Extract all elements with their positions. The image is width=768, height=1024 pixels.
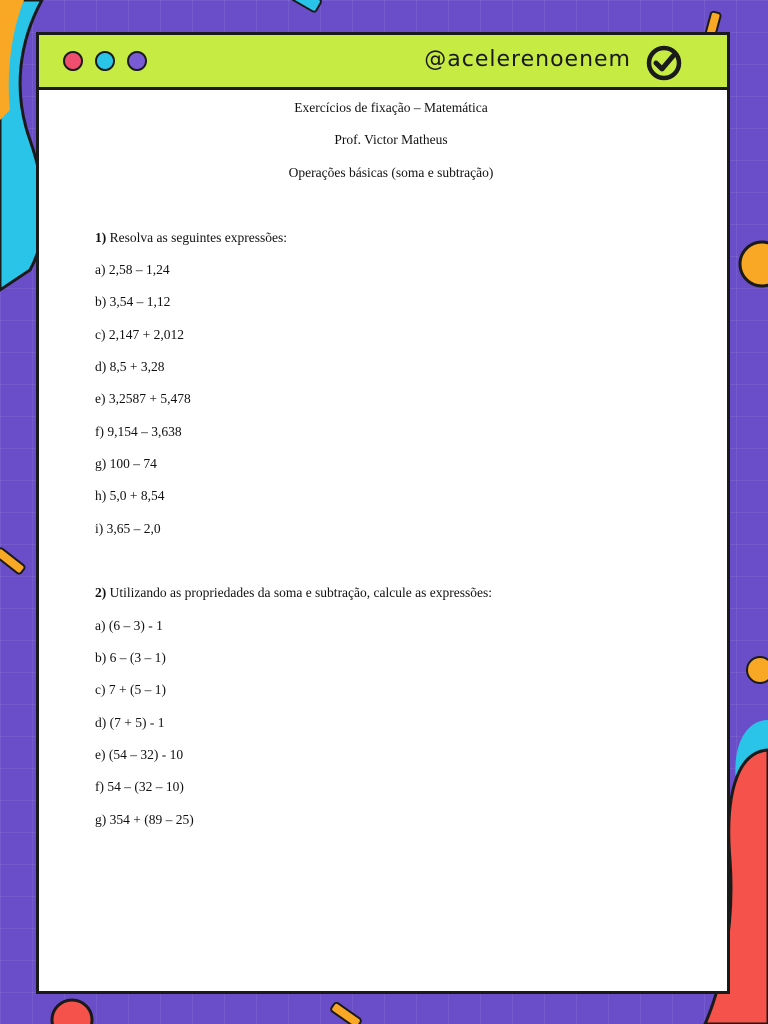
document-content: [95, 99, 687, 843]
question-1-prompt: [95, 229, 687, 261]
q1-item: c) 2,147 + 2,012: [95, 326, 184, 342]
question-2-text: Utilizando as propriedades da soma e subtração, calcule as expressões:: [106, 585, 492, 601]
bar-bottom-center: [330, 1002, 362, 1024]
q1-item: a) 2,58 – 1,24: [95, 261, 170, 277]
check-circle-icon: [645, 44, 683, 82]
window-dot-purple[interactable]: [127, 51, 147, 71]
window-dot-red[interactable]: [63, 51, 83, 71]
question-1-number: 1): [95, 229, 107, 245]
q2-item: a) (6 – 3) - 1: [95, 617, 163, 633]
q1-item: g) 100 – 74: [95, 455, 157, 471]
question-2-prompt: [95, 584, 687, 616]
doc-title: Exercícios de fixação – Matemática: [294, 100, 488, 115]
q2-item: b) 6 – (3 – 1): [95, 650, 166, 666]
bar-top-center: [289, 0, 322, 13]
brand-handle: @acelerenoenem: [424, 47, 631, 72]
document-window: [36, 32, 730, 994]
window-dot-cyan[interactable]: [95, 51, 115, 71]
q1-item: h) 5,0 + 8,54: [95, 488, 165, 504]
q1-item: i) 3,65 – 2,0: [95, 520, 161, 536]
q1-item: e) 3,2587 + 5,478: [95, 391, 191, 407]
q2-item: c) 7 + (5 – 1): [95, 682, 166, 698]
bar-left-orange: [0, 547, 26, 575]
doc-subtitle: Operações básicas (soma e subtração): [288, 164, 494, 180]
window-titlebar: [39, 35, 727, 90]
q1-item: f) 9,154 – 3,638: [95, 423, 182, 439]
q2-item: e) (54 – 32) - 10: [95, 747, 184, 763]
circle-bottom-left-red: [52, 1000, 92, 1024]
q2-item: g) 354 + (89 – 25): [95, 811, 194, 827]
circle-right-small: [747, 657, 768, 683]
question-2-number: 2): [95, 585, 107, 601]
question-1-text: Resolva as seguintes expressões:: [106, 229, 287, 245]
q1-item: b) 3,54 – 1,12: [95, 294, 171, 310]
circle-right-orange: [740, 242, 768, 286]
q2-item: d) (7 + 5) - 1: [95, 714, 165, 730]
doc-author: Prof. Victor Matheus: [334, 132, 448, 148]
q1-item: d) 8,5 + 3,28: [95, 358, 165, 374]
q2-item: f) 54 – (32 – 10): [95, 779, 184, 795]
